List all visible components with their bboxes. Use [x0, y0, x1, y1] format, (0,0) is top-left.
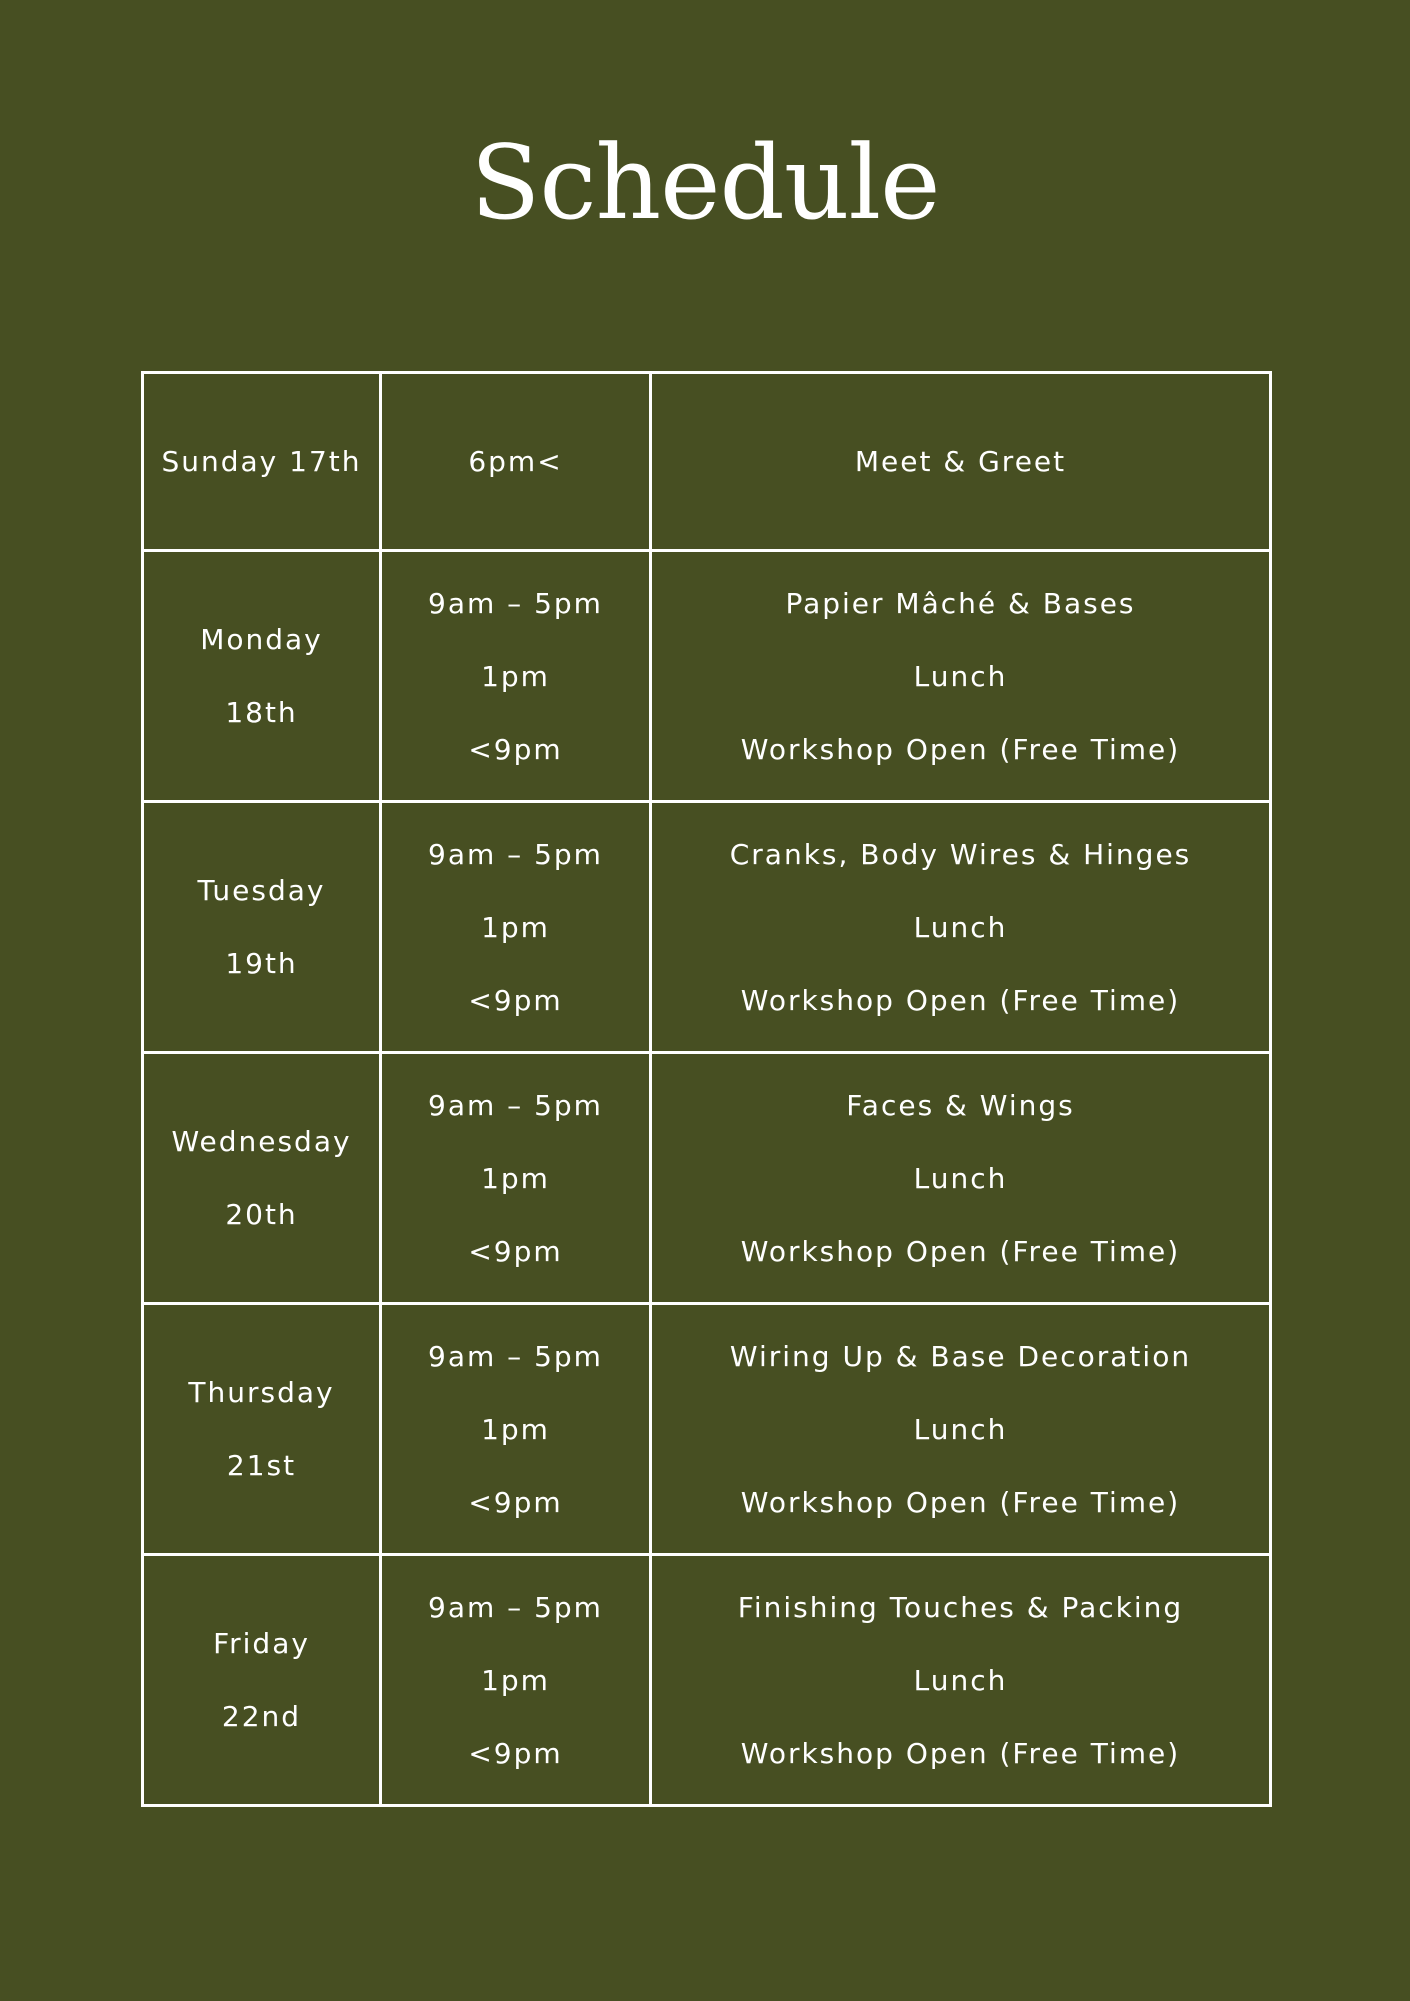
schedule-table	[141, 371, 1272, 1807]
activity-cell	[651, 802, 1271, 1053]
date-label: 19th	[225, 947, 298, 980]
date-label: 20th	[225, 1198, 298, 1231]
activity-cell	[651, 1555, 1271, 1806]
time-cell	[381, 551, 651, 802]
time-label: 9am – 5pm	[428, 586, 603, 620]
activity-label: Faces & Wings	[846, 1088, 1075, 1122]
time-cell	[381, 1053, 651, 1304]
activity-label: Papier Mâché & Bases	[785, 586, 1136, 620]
day-cell	[143, 551, 381, 802]
schedule-row-monday	[143, 551, 1271, 802]
time-label: <9pm	[468, 983, 563, 1017]
activity-label: Workshop Open (Free Time)	[740, 1485, 1181, 1519]
time-label: <9pm	[468, 1485, 563, 1519]
day-cell	[143, 802, 381, 1053]
time-label: 9am – 5pm	[428, 1590, 603, 1624]
day-label: Friday	[213, 1627, 310, 1660]
time-cell	[381, 802, 651, 1053]
day-label: Sunday 17th	[161, 444, 362, 478]
time-label: 6pm<	[468, 444, 563, 478]
time-label: 9am – 5pm	[428, 1088, 603, 1122]
activity-label: Lunch	[913, 1663, 1008, 1697]
day-cell	[143, 1304, 381, 1555]
time-label: 9am – 5pm	[428, 837, 603, 871]
day-cell	[143, 1053, 381, 1304]
time-label: <9pm	[468, 1736, 563, 1770]
time-label: <9pm	[468, 732, 563, 766]
time-label: 1pm	[481, 1663, 550, 1697]
day-label: Monday	[200, 623, 323, 656]
schedule-row-wednesday	[143, 1053, 1271, 1304]
activity-label: Cranks, Body Wires & Hinges	[729, 837, 1192, 871]
activity-label: Workshop Open (Free Time)	[740, 1234, 1181, 1268]
time-label: 1pm	[481, 659, 550, 693]
day-label: Wednesday	[171, 1125, 352, 1158]
time-cell	[381, 373, 651, 551]
date-label: 22nd	[221, 1700, 302, 1733]
day-label: Tuesday	[197, 874, 326, 907]
activity-label: Finishing Touches & Packing	[737, 1590, 1184, 1624]
activity-label: Meet & Greet	[854, 444, 1067, 478]
activity-cell	[651, 1304, 1271, 1555]
time-label: 1pm	[481, 1412, 550, 1446]
date-label: 18th	[225, 696, 298, 729]
time-cell	[381, 1555, 651, 1806]
activity-label: Lunch	[913, 1412, 1008, 1446]
activity-label: Lunch	[913, 659, 1008, 693]
time-label: 1pm	[481, 910, 550, 944]
activity-cell	[651, 551, 1271, 802]
day-cell	[143, 373, 381, 551]
schedule-row-friday	[143, 1555, 1271, 1806]
activity-label: Workshop Open (Free Time)	[740, 983, 1181, 1017]
time-label: <9pm	[468, 1234, 563, 1268]
activity-label: Lunch	[913, 910, 1008, 944]
time-label: 1pm	[481, 1161, 550, 1195]
activity-label: Wiring Up & Base Decoration	[729, 1339, 1192, 1373]
day-cell	[143, 1555, 381, 1806]
activity-label: Workshop Open (Free Time)	[740, 732, 1181, 766]
time-cell	[381, 1304, 651, 1555]
activity-label: Workshop Open (Free Time)	[740, 1736, 1181, 1770]
schedule-row-thursday	[143, 1304, 1271, 1555]
date-label: 21st	[226, 1449, 297, 1482]
activity-cell	[651, 373, 1271, 551]
activity-cell	[651, 1053, 1271, 1304]
schedule-row-sunday	[143, 373, 1271, 551]
schedule-row-tuesday	[143, 802, 1271, 1053]
time-label: 9am – 5pm	[428, 1339, 603, 1373]
page-title: Schedule	[470, 124, 940, 243]
day-label: Thursday	[188, 1376, 335, 1409]
activity-label: Lunch	[913, 1161, 1008, 1195]
